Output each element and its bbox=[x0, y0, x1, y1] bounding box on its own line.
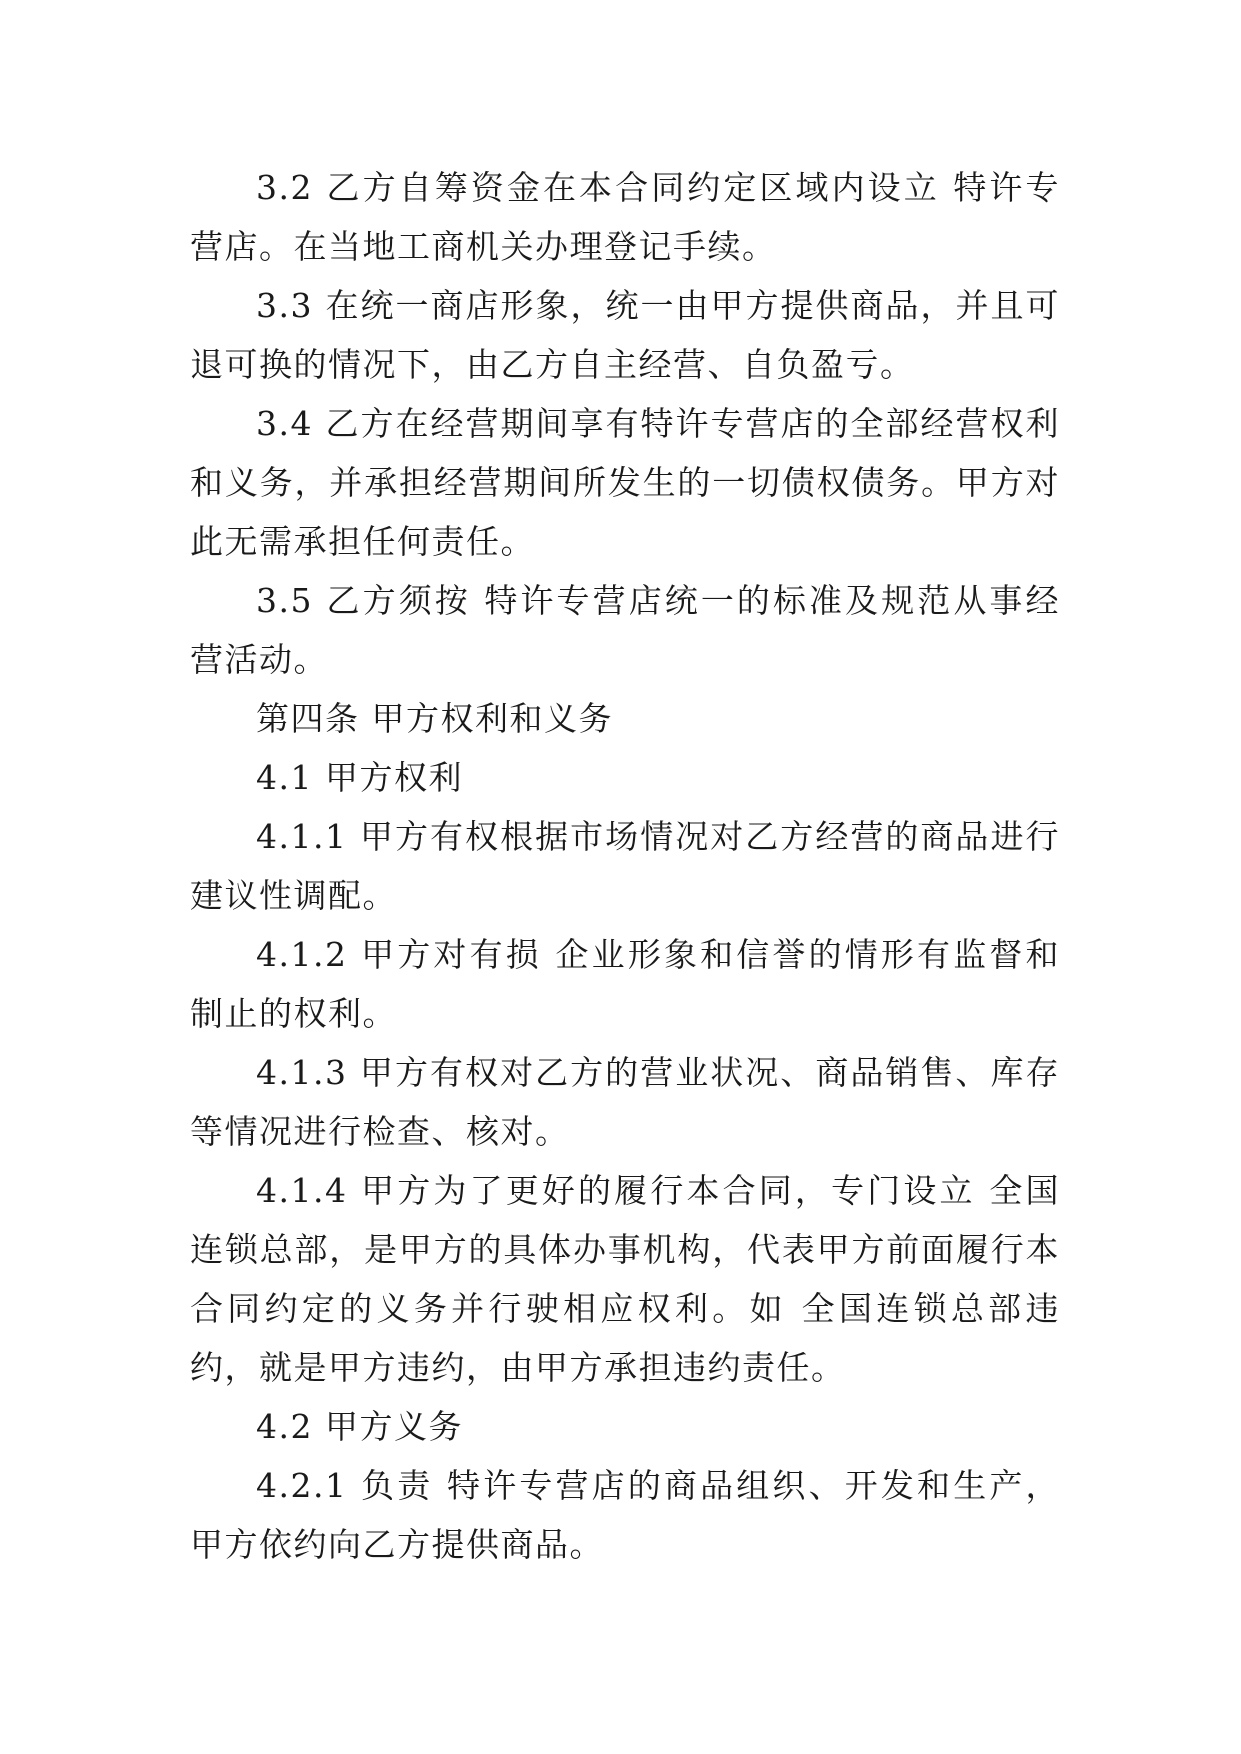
article-4-heading: 第四条 甲方权利和义务 bbox=[256, 699, 613, 738]
section-4-1-heading: 4.1 甲方权利 bbox=[256, 758, 463, 797]
clause-4-1-2: 4.1.2 甲方对有损 企业形象和信誉的情形有监督和制止的权利。 bbox=[190, 935, 1060, 1033]
clause-3-5: 3.5 乙方须按 特许专营店统一的标准及规范从事经营活动。 bbox=[190, 581, 1060, 679]
section-4-2-heading: 4.2 甲方义务 bbox=[256, 1407, 463, 1446]
clause-4-1-1: 4.1.1 甲方有权根据市场情况对乙方经营的商品进行建议性调配。 bbox=[190, 817, 1060, 915]
document-body bbox=[190, 158, 1060, 1574]
clause-3-4: 3.4 乙方在经营期间享有特许专营店的全部经营权利和义务，并承担经营期间所发生的一切债权债务。甲方对此无需承担任何责任。 bbox=[190, 404, 1060, 561]
clause-4-1-4: 4.1.4 甲方为了更好的履行本合同，专门设立 全国连锁总部，是甲方的具体办事机构，代表甲方前面履行本合同约定的义务并行驶相应权利。如 全国连锁总部违约，就是甲方违约，由甲方承担违约责任。 bbox=[190, 1171, 1060, 1387]
clause-3-2: 3.2 乙方自筹资金在本合同约定区域内设立 特许专营店。在当地工商机关办理登记手续。 bbox=[190, 168, 1060, 266]
clause-4-1-3: 4.1.3 甲方有权对乙方的营业状况、商品销售、库存等情况进行检查、核对。 bbox=[190, 1053, 1060, 1151]
clause-4-2-1: 4.2.1 负责 特许专营店的商品组织、开发和生产，甲方依约向乙方提供商品。 bbox=[190, 1466, 1060, 1564]
clause-3-3: 3.3 在统一商店形象，统一由甲方提供商品，并且可退可换的情况下，由乙方自主经营、自负盈亏。 bbox=[190, 286, 1060, 384]
